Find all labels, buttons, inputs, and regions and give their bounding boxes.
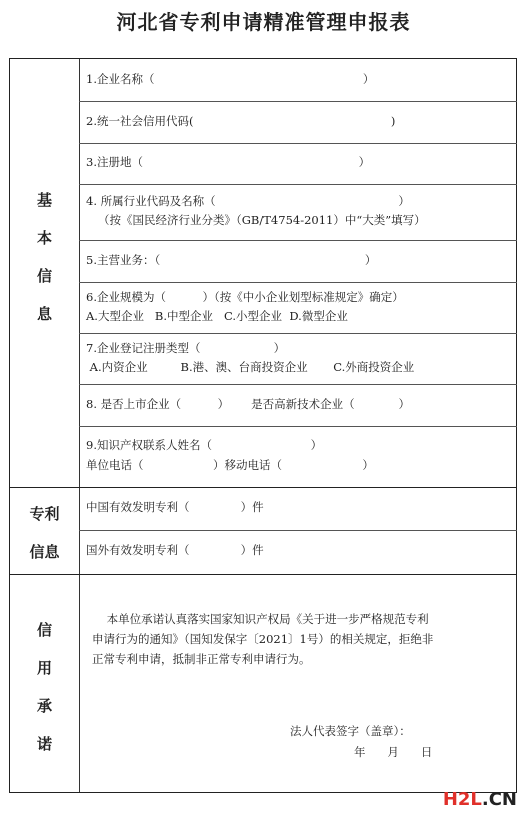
row-divider (79, 184, 517, 185)
industry-code-note: （按《国民经济行业分类》（GB/T4754-2011）中“大类”填写） (98, 213, 426, 227)
commitment-text-line: 正常专利申请，抵制非正常专利申请行为。 (92, 652, 311, 666)
row-divider (79, 101, 517, 102)
company-scale-options: A.大型企业 B.中型企业 C.小型企业 D.微型企业 (86, 309, 348, 323)
section-divider (10, 574, 516, 575)
section-char: 基 (36, 191, 52, 209)
field-contact-phones[interactable]: 单位电话（ ）移动电话（ ） (86, 458, 374, 472)
field-industry-code[interactable]: 4. 所属行业代码及名称（ ） (86, 194, 410, 208)
field-main-business[interactable]: 5.主营业务：（ ） (86, 253, 377, 267)
field-company-scale[interactable]: 6.企业规模为（ ）（按《中小企业划型标准规定》确定） (86, 290, 404, 304)
commitment-text-line: 本单位承诺认真落实国家知识产权局《关于进一步严格规范专利 (92, 612, 429, 626)
field-listed-hightech[interactable]: 8. 是否上市企业（ ） 是否高新技术企业（ ） (86, 397, 410, 411)
section-char: 信息 (29, 543, 60, 561)
section-char: 信 (36, 267, 52, 285)
row-divider (79, 333, 517, 334)
field-credit-code[interactable]: 2.统一社会信用代码( ) (86, 114, 396, 128)
row-divider (79, 282, 517, 283)
field-registration-type[interactable]: 7.企业登记注册类型（ ） (86, 341, 286, 355)
watermark-part: H2L (442, 789, 482, 810)
application-form (9, 58, 517, 793)
section-char: 承 (36, 697, 52, 715)
row-divider (79, 426, 517, 427)
row-divider (79, 384, 517, 385)
field-domestic-patents[interactable]: 中国有效发明专利（ ）件 (86, 500, 264, 514)
section-divider (10, 487, 516, 488)
row-divider (79, 530, 517, 531)
date-field[interactable]: 年 月 日 (354, 745, 433, 759)
watermark-part: .CN (481, 789, 517, 810)
section-char: 信 (36, 621, 52, 639)
signature-label: 法人代表签字（盖章）： (290, 724, 411, 738)
page-title: 河北省专利申请精准管理申报表 (116, 10, 411, 34)
field-foreign-patents[interactable]: 国外有效发明专利（ ）件 (86, 543, 264, 557)
section-credit-commitment (10, 611, 79, 763)
section-basic-info (10, 181, 79, 333)
commitment-text-line: 申请行为的通知》（国知发保字〔2021〕1号）的相关规定，拒绝非 (92, 632, 434, 646)
watermark-logo (443, 789, 517, 810)
section-char: 息 (36, 305, 52, 323)
field-ip-contact-name[interactable]: 9.知识产权联系人姓名（ ） (86, 438, 323, 452)
section-char: 诺 (36, 735, 52, 753)
section-char: 用 (36, 659, 52, 677)
section-char: 专利 (29, 505, 60, 523)
section-char: 本 (36, 229, 52, 247)
row-divider (79, 240, 517, 241)
section-patent-info (10, 495, 79, 571)
registration-type-options: A.内资企业 B.港、澳、台商投资企业 C.外商投资企业 (86, 360, 415, 374)
row-divider (79, 143, 517, 144)
field-company-name[interactable]: 1.企业名称（ ） (86, 72, 375, 86)
field-registered-address[interactable]: 3.注册地（ ） (86, 155, 371, 169)
